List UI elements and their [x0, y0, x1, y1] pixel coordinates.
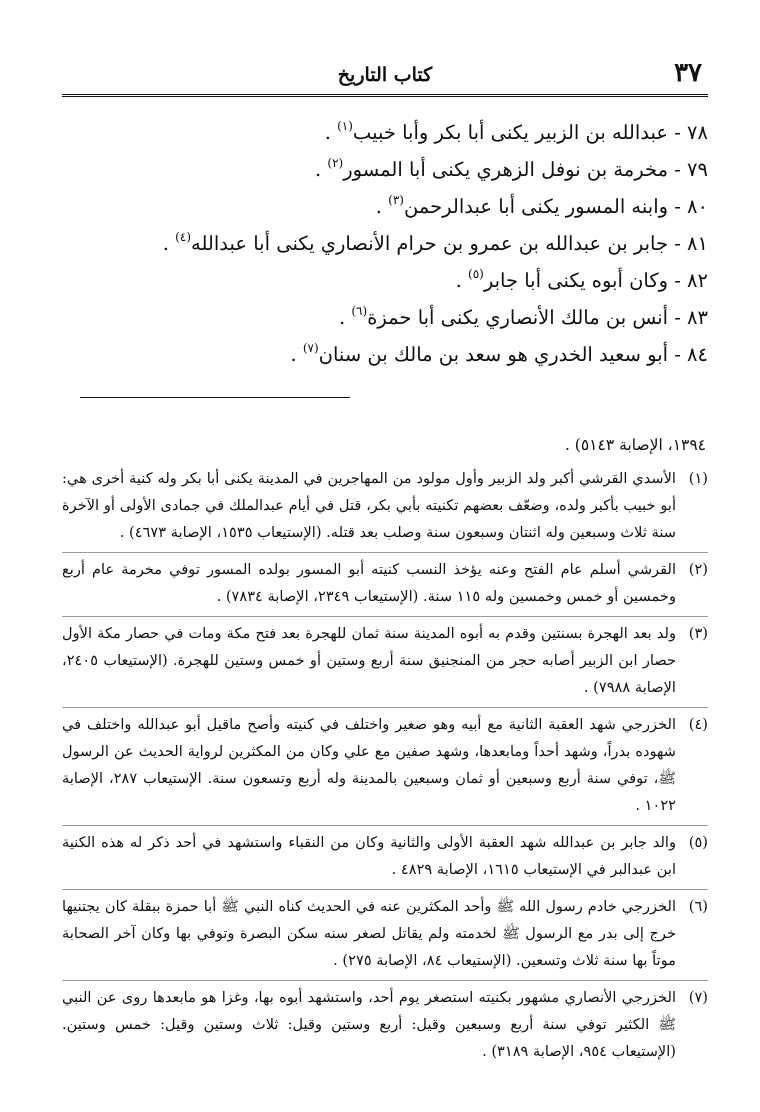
entry-text: أنس بن مالك الأنصاري يكنى أبا حمزة — [367, 306, 669, 329]
footnote-2 — [62, 553, 708, 617]
footnote-ref: (٣) — [388, 193, 404, 207]
footnote-1 — [62, 462, 708, 553]
running-title: كتاب التاريخ — [337, 64, 433, 86]
book-page — [62, 52, 708, 1092]
footnote-number: (٦) — [688, 898, 708, 915]
footnote-text: الخزرجي شهد العقبة الثانية مع أبيه وهو صغير واختلف في كنيته وأصح ماقيل أبو عبدالله واختلف في شهوده بدراً، وشهد أحداً ومابعدها، وشهد صفين مع علي وكان من المكثرين لرواية الحديث عن الرسول ﷺ، توفي سنة أربع وسبعين أو ثمان وسبعين بالمدينة وله أربع وتسعون سنة. الإستيعاب ٢٨٧، الإصابة ١٠٢٢ . — [62, 716, 676, 814]
footnote-number: (١) — [688, 470, 708, 487]
entry-text: مخرمة بن نوفل الزهري يكنى أبا المسور — [343, 158, 669, 181]
entry-text: عبدالله بن الزبير يكنى أبا بكر وأبا خبيب — [352, 121, 669, 144]
footnote-text: القرشي أسلم عام الفتح وعنه يؤخذ النسب كنيته أبو المسور بولده المسور توفي مخرمة عام أربع وخمسين أو خمس وخمسين وله ١١٥ سنة. (الإستيعاب ٢٣٤٩، الإصابة ٧٨٣٤) . — [62, 561, 676, 605]
entry-number: ٨٣ — [687, 306, 708, 329]
footnote-ref: (٢) — [327, 156, 344, 170]
footnote-number: (٥) — [688, 834, 708, 851]
footnote-number: (٢) — [688, 561, 708, 578]
footnote-7 — [62, 981, 708, 1071]
footnote-text: الخزرجي الأنصاري مشهور بكنيته استصغر يوم أحد، واستشهد أبوه بها، وغزا هو مابعدها روى عن النبي ﷺ الكثير توفي سنة أربع وسبعين وقيل: أربع وستين وقيل: ثلاث وستين وقيل: خمس وستين. (الإستيعاب ٩٥٤، الإصابة ٣١٨٩) . — [62, 989, 676, 1060]
footnote-number: (٣) — [688, 625, 708, 642]
entry-80: ٨٠ - وابنه المسور يكنى أبا عبدالرحمن$^{(٣)}$ . — [375, 193, 708, 218]
footnotes — [62, 462, 708, 1071]
entry-number: ٨٤ — [687, 343, 708, 366]
entry-83: ٨٣ - أنس بن مالك الأنصاري يكنى أبا حمزة$^{(٦)}$ . — [338, 304, 708, 329]
entry-82: ٨٢ - وكان أبوه يكنى أبا جابر$^{(٥)}$ . — [455, 267, 708, 292]
footnote-number: (٧) — [688, 989, 708, 1006]
footnote-text: الخزرجي خادم رسول الله ﷺ وأحد المكثرين عنه في الحديث كناه النبي ﷺ أبا حمزة ببقلة كان يجتنيها خرج إلى بدر مع الرسول ﷺ لخدمته ولم يقاتل لصغر سنه سكن البصرة وتوفي بها وكان آخر الصحابة موتاً بها سنة ثلاث وتسعين. (الإستيعاب ٨٤، الإصابة ٢٧٥) . — [62, 898, 676, 969]
footnote-5 — [62, 826, 708, 890]
entry-number: ٨٢ — [687, 269, 708, 292]
entry-text: أبو سعيد الخدري هو سعد بن مالك بن سنان — [318, 343, 669, 366]
footnote-ref: (٥) — [468, 267, 484, 281]
footnote-continuation: ١٣٩٤، الإصابة ٥١٤٣) . — [564, 436, 706, 454]
footnote-ref: (١) — [337, 119, 353, 133]
entry-number: ٨١ — [687, 232, 708, 255]
entry-text: جابر بن عبدالله بن عمرو بن حرام الأنصاري يكنى أبا عبدالله — [191, 232, 669, 255]
footnote-6 — [62, 890, 708, 981]
footnote-separator — [80, 397, 350, 398]
entry-number: ٨٠ — [687, 195, 708, 218]
entry-78: ٧٨ - عبدالله بن الزبير يكنى أبا بكر وأبا خبيب$^{(١)}$ . — [324, 119, 708, 144]
footnote-3 — [62, 617, 708, 708]
footnote-text: ولد بعد الهجرة بسنتين وقدم به أبوه المدينة سنة ثمان للهجرة بعد فتح مكة ومات في حصار مكة الأول حصار ابن الزبير أصابه حجر من المنجنيق سنة أربع وستين أو خمس وستين للهجرة. (الإستيعاب ٢٤٠٥، الإصابة ٧٩٨٨) . — [62, 625, 676, 696]
footnote-ref: (٤) — [175, 230, 191, 244]
entry-list — [62, 114, 708, 373]
entry-number: ٧٩ — [687, 158, 708, 181]
entry-79: ٧٩ - مخرمة بن نوفل الزهري يكنى أبا المسور$^{(٢)}$ . — [315, 156, 708, 181]
entry-number: ٧٨ — [687, 121, 708, 144]
entry-text: وكان أبوه يكنى أبا جابر — [483, 269, 669, 292]
page-header — [62, 52, 708, 97]
page-number: ٣٧ — [674, 58, 702, 88]
footnote-ref: (٧) — [302, 341, 319, 355]
entry-text: وابنه المسور يكنى أبا عبدالرحمن — [403, 195, 669, 218]
footnote-4 — [62, 708, 708, 826]
footnote-number: (٤) — [688, 716, 708, 733]
entry-84: ٨٤ - أبو سعيد الخدري هو سعد بن مالك بن سنان$^{(٧)}$ . — [290, 341, 708, 366]
footnote-text: والد جابر بن عبدالله شهد العقبة الأولى والثانية وكان من النقباء واستشهد في أحد ذكر له هذه الكنية ابن عبدالبر في الإستيعاب ١٦١٥، الإصابة ٤٨٢٩ . — [62, 834, 676, 878]
footnote-text: الأسدي القرشي أكبر ولد الزبير وأول مولود من المهاجرين في المدينة يكنى أبا بكر وله كنية أخرى هي: أبو خبيب بأكبر ولده، وضعّف بعضهم تكنيته بأبي بكر، قتل في أيام عبدالملك في جمادى الأولى أو الآخرة سنة ثلاث وسبعين وله اثنتان وسبعون سنة وصلب بعد قتله. (الإستيعاب ١٥٣٥، الإصابة ٤٦٧٣) . — [62, 470, 676, 541]
entry-81: ٨١ - جابر بن عبدالله بن عمرو بن حرام الأنصاري يكنى أبا عبدالله$^{(٤)}$ . — [162, 230, 708, 255]
footnote-ref: (٦) — [351, 304, 368, 318]
